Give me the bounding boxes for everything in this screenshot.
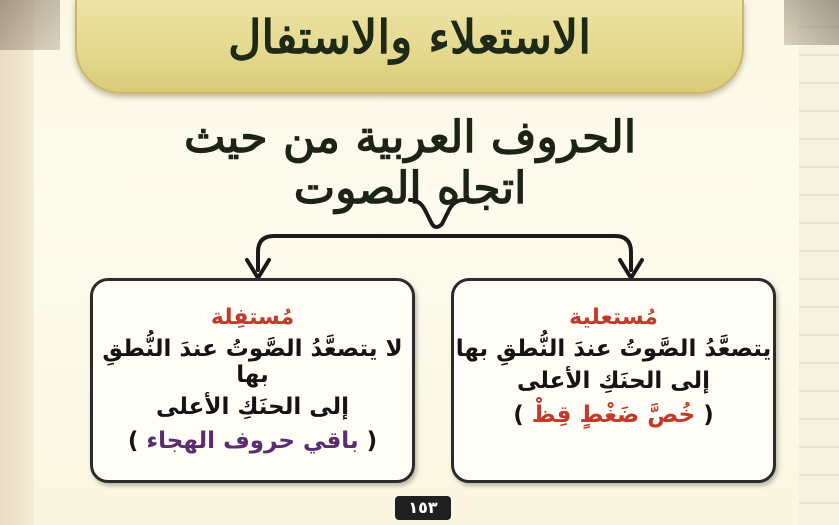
top-right-corner-shadow — [784, 0, 839, 45]
mustafila-heading: مُستفِلة — [210, 305, 295, 330]
close-paren: ) — [513, 402, 524, 428]
mustaliya-line-2: إلى الحنَكِ الأعلى — [516, 368, 711, 394]
page-subtitle: الحروف العربية من حيث اتجاه الصوت — [183, 112, 637, 214]
title-banner — [75, 0, 744, 94]
mustafila-letters-value: باقي حروف الهجاء — [146, 428, 359, 454]
mustaliya-line-1: يتصعَّدُ الصَّوتُ عندَ النُّطقِ بها — [455, 336, 772, 362]
mustafila-letters — [93, 428, 412, 454]
close-paren: ) — [127, 428, 139, 454]
top-left-corner-shadow — [0, 0, 60, 50]
page-left-edge — [0, 0, 34, 525]
page-right-edge — [799, 0, 839, 525]
mustafila-line-2: إلى الحنَكِ الأعلى — [155, 394, 350, 420]
mustaliya-box — [451, 278, 776, 483]
mustafila-box — [90, 278, 415, 483]
open-paren: ( — [366, 428, 378, 454]
mustafila-line-1: لا يتصعَّدُ الصَّوتُ عندَ النُّطقِ بها — [102, 336, 403, 388]
page-number: ١٥٣ — [395, 496, 451, 520]
mustaliya-letters-value: خُصَّ ضَغْطٍ قِظْ — [531, 402, 696, 428]
mustaliya-heading: مُستعلية — [569, 305, 658, 330]
open-paren: ( — [703, 402, 714, 428]
page-title: الاستعلاء والاستفال — [227, 10, 592, 64]
mustaliya-letters — [454, 402, 773, 428]
